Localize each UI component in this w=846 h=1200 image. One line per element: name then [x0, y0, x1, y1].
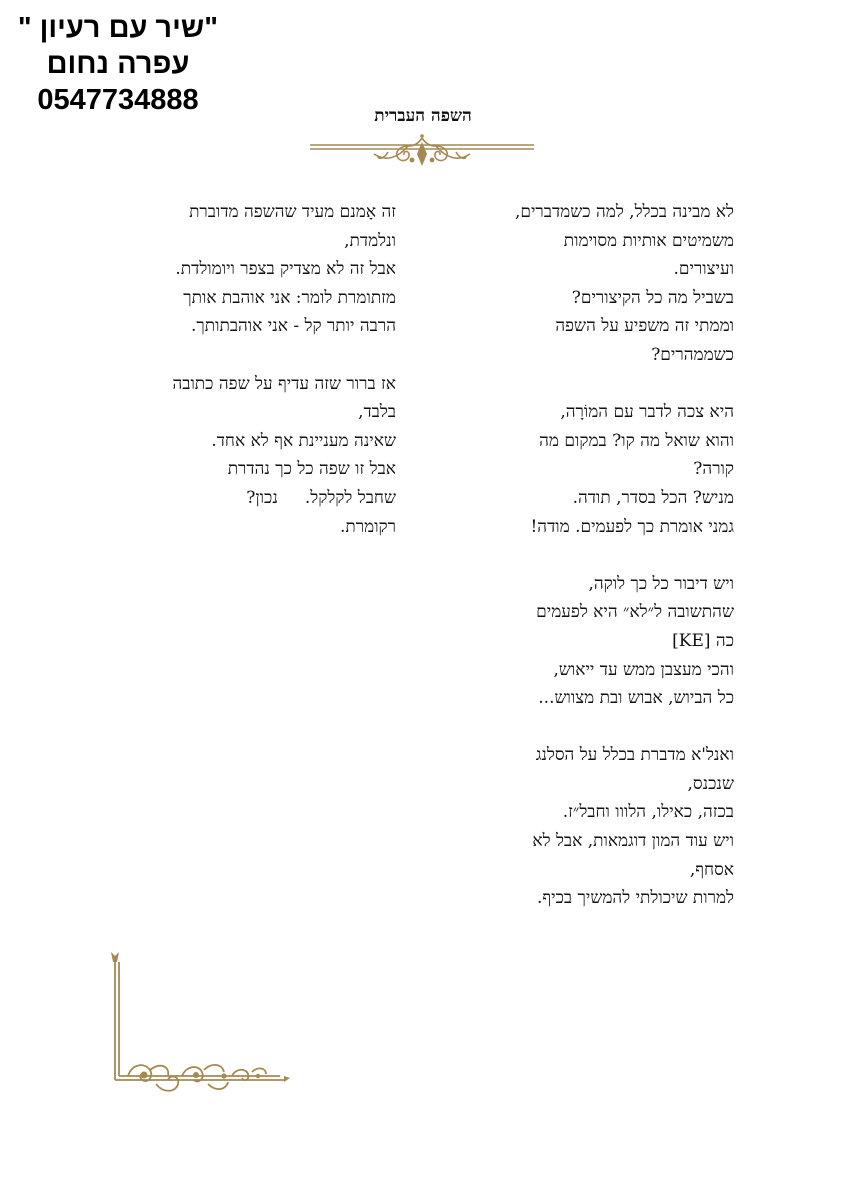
- poem-line: והכי מעצבן ממש עד ייאוש,: [553, 659, 734, 680]
- poem-line: שנכנס,: [687, 773, 734, 794]
- poem-title: השפה העברית: [374, 106, 472, 126]
- author-name: עפרה נחום: [46, 48, 190, 80]
- poem-line: ועיצורים.: [673, 259, 734, 280]
- poem-line: והוא שואל מה קו? במקום מה: [539, 430, 734, 451]
- poem-line: שהתשובה ל״לא״ היא לפעמים: [536, 602, 734, 623]
- poem-line: הרבה יותר קל - אני אוהבתותך.: [191, 316, 396, 337]
- poem-line: ונלמדת,: [344, 230, 396, 251]
- phone-number: 0547734888: [37, 84, 199, 116]
- poem-line: כל הביוש, אבוש ובת מצווש...: [538, 688, 734, 709]
- poem-line: גמני אומרת כך לפעמים. מודה!: [530, 516, 734, 537]
- poem-line: מזתומרת לומר: אני אוהבת אותך: [183, 287, 396, 308]
- poem-line: מניש? הכל בסדר, תודה.: [572, 487, 734, 508]
- poem-line: שחבל לקלקל. נכון?: [246, 487, 396, 508]
- poem-line: בכזה, כאילו, הלווו וחבל״ז.: [562, 802, 734, 823]
- author-header: [18, 10, 218, 118]
- corner-ornament-icon: [108, 952, 290, 1102]
- poem-line: למרות שיכולתי להמשיך בכיף.: [536, 888, 734, 909]
- poem-line: קורה?: [693, 459, 734, 480]
- poem-line: וממתי זה משפיע על השפה: [555, 316, 734, 337]
- show-title: "שיר עם רעיון ": [17, 12, 218, 44]
- stanza-break: [470, 713, 734, 742]
- poem-line: ויש דיבור כל כך לוקה,: [588, 573, 734, 594]
- poem-right-column: [470, 198, 734, 913]
- poem-line: בלבד,: [358, 402, 396, 423]
- stanza-break: [470, 541, 734, 570]
- poem-line: רקומרת.: [340, 516, 396, 537]
- stanza-break: [110, 341, 396, 370]
- poem-line: לא מבינה בכלל, למה כשמדברים,: [514, 202, 734, 222]
- poem-line: כשממהרים?: [651, 344, 734, 365]
- poem-line: אסחף,: [689, 859, 734, 880]
- poem-line: בשביל מה כל הקיצורים?: [571, 287, 734, 308]
- poem-line: שאינה מעניינת אף לא אחד.: [211, 430, 396, 451]
- title-ornament-icon: [308, 132, 536, 172]
- poem-line: ויש עוד המון דוגמאות, אבל לא: [532, 831, 734, 852]
- poem-line: זה אָמנם מעיד שהשפה מדוברת: [189, 202, 396, 222]
- poem-line: אז ברור שזה עדיף על שפה כתובה: [172, 373, 396, 394]
- poem-line: משמיטים אותיות מסוימות: [563, 230, 734, 251]
- poem-line: היא צכה לדבר עם המוֹרָה,: [560, 402, 734, 423]
- poem-line: אבל זה לא מצדיק בצפר ויומולדת.: [175, 259, 396, 280]
- poem-line: כה [KE]: [672, 630, 734, 651]
- stanza-break: [470, 370, 734, 399]
- poem-left-column: [110, 198, 396, 541]
- poem-line: ואנל'א מדברת בכלל על הסלנג: [535, 745, 734, 766]
- poem-line: אבל זו שפה כל כך נהדרת: [227, 459, 396, 480]
